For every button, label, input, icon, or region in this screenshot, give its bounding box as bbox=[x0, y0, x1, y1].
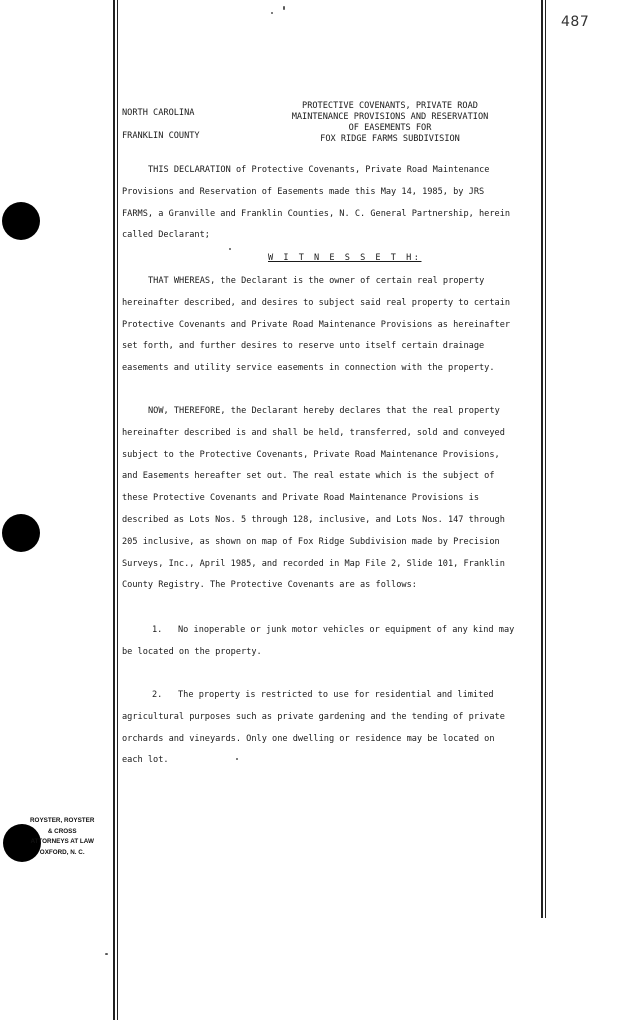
county-label: FRANKLIN COUNTY bbox=[122, 131, 200, 141]
text-line bbox=[122, 685, 524, 707]
text-line: called Declarant; bbox=[122, 230, 210, 241]
text-line: these Protective Covenants and Private Road Maintenance Provisions is bbox=[122, 493, 479, 504]
title-line: MAINTENANCE PROVISIONS AND RESERVATION bbox=[291, 112, 489, 122]
text-line: be located on the property. bbox=[122, 646, 262, 657]
venue-header bbox=[122, 102, 200, 148]
text-line: NOW, THEREFORE, the Declarant hereby declares that the real property bbox=[148, 406, 500, 416]
text-line: hereinafter described, and desires to subject said real property to certain bbox=[122, 297, 511, 308]
scan-speck bbox=[283, 6, 285, 10]
text-line: described as Lots Nos. 5 through 128, inclusive, and Lots Nos. 147 through bbox=[122, 514, 505, 525]
text-line: agricultural purposes such as private gardening and the tending of private bbox=[122, 711, 505, 722]
right-margin-line bbox=[541, 0, 543, 918]
text-line: FARMS, a Granville and Franklin Counties, N. C. General Partnership, herein bbox=[122, 208, 511, 219]
scan-speck bbox=[105, 953, 108, 955]
text-line bbox=[122, 620, 524, 642]
text-line: THAT WHEREAS, the Declarant is the owner of certain real property bbox=[148, 276, 485, 286]
title-line: PROTECTIVE COVENANTS, PRIVATE ROAD bbox=[302, 101, 478, 111]
left-margin-line-inner bbox=[117, 0, 118, 1020]
covenant-text: The property is restricted to use for residential and limited bbox=[178, 690, 494, 700]
right-margin-line-inner bbox=[545, 0, 546, 918]
scan-speck bbox=[229, 248, 231, 250]
text-line: easements and utility service easements in connection with the property. bbox=[122, 363, 495, 374]
state-label: NORTH CAROLINA bbox=[122, 108, 195, 118]
document-title bbox=[280, 101, 500, 145]
title-line: OF EASEMENTS FOR bbox=[348, 123, 432, 133]
therefore-paragraph bbox=[122, 401, 524, 597]
text-line: hereinafter described is and shall be held, transferred, sold and conveyed bbox=[122, 427, 505, 438]
firm-line: OXFORD, N. C. bbox=[39, 848, 85, 856]
text-line: County Registry. The Protective Covenants are as follows: bbox=[122, 580, 417, 591]
covenant-text: No inoperable or junk motor vehicles or equipment of any kind may bbox=[178, 625, 515, 635]
text-line: subject to the Protective Covenants, Private Road Maintenance Provisions, bbox=[122, 449, 500, 460]
text-line: Surveys, Inc., April 1985, and recorded in Map File 2, Slide 101, Franklin bbox=[122, 558, 505, 569]
intro-paragraph bbox=[122, 160, 524, 247]
text-line: orchards and vineyards. Only one dwelling or residence may be located on bbox=[122, 733, 495, 744]
text-line: Protective Covenants and Private Road Maintenance Provisions as hereinafter bbox=[122, 319, 511, 330]
punch-hole bbox=[2, 202, 40, 240]
covenant-2 bbox=[122, 685, 524, 772]
text-line: 205 inclusive, as shown on map of Fox Ridge Subdivision made by Precision bbox=[122, 536, 500, 547]
scan-speck bbox=[271, 12, 273, 14]
firm-line: ATTORNEYS AT LAW bbox=[30, 838, 94, 845]
left-margin-line bbox=[113, 0, 115, 1020]
text-line: Provisions and Reservation of Easements made this May 14, 1985, by JRS bbox=[122, 186, 485, 197]
text-line: each lot. bbox=[122, 755, 169, 766]
covenant-number: 2. bbox=[152, 690, 163, 700]
law-firm-stamp bbox=[30, 816, 94, 858]
text-line: THIS DECLARATION of Protective Covenants, Private Road Maintenance bbox=[148, 165, 490, 175]
firm-line: & CROSS bbox=[47, 827, 77, 835]
title-line: FOX RIDGE FARMS SUBDIVISION bbox=[320, 134, 460, 144]
punch-hole bbox=[2, 514, 40, 552]
whereas-paragraph bbox=[122, 271, 524, 380]
text-line: set forth, and further desires to reserve unto itself certain drainage bbox=[122, 341, 485, 352]
text-line: and Easements hereafter set out. The real estate which is the subject of bbox=[122, 471, 495, 482]
witnesseth-heading: W I T N E S S E T H: bbox=[268, 253, 422, 263]
page-number: 487 bbox=[561, 14, 590, 30]
covenant-1 bbox=[122, 620, 524, 664]
firm-line: ROYSTER, ROYSTER bbox=[30, 817, 95, 824]
covenant-number: 1. bbox=[152, 625, 163, 635]
